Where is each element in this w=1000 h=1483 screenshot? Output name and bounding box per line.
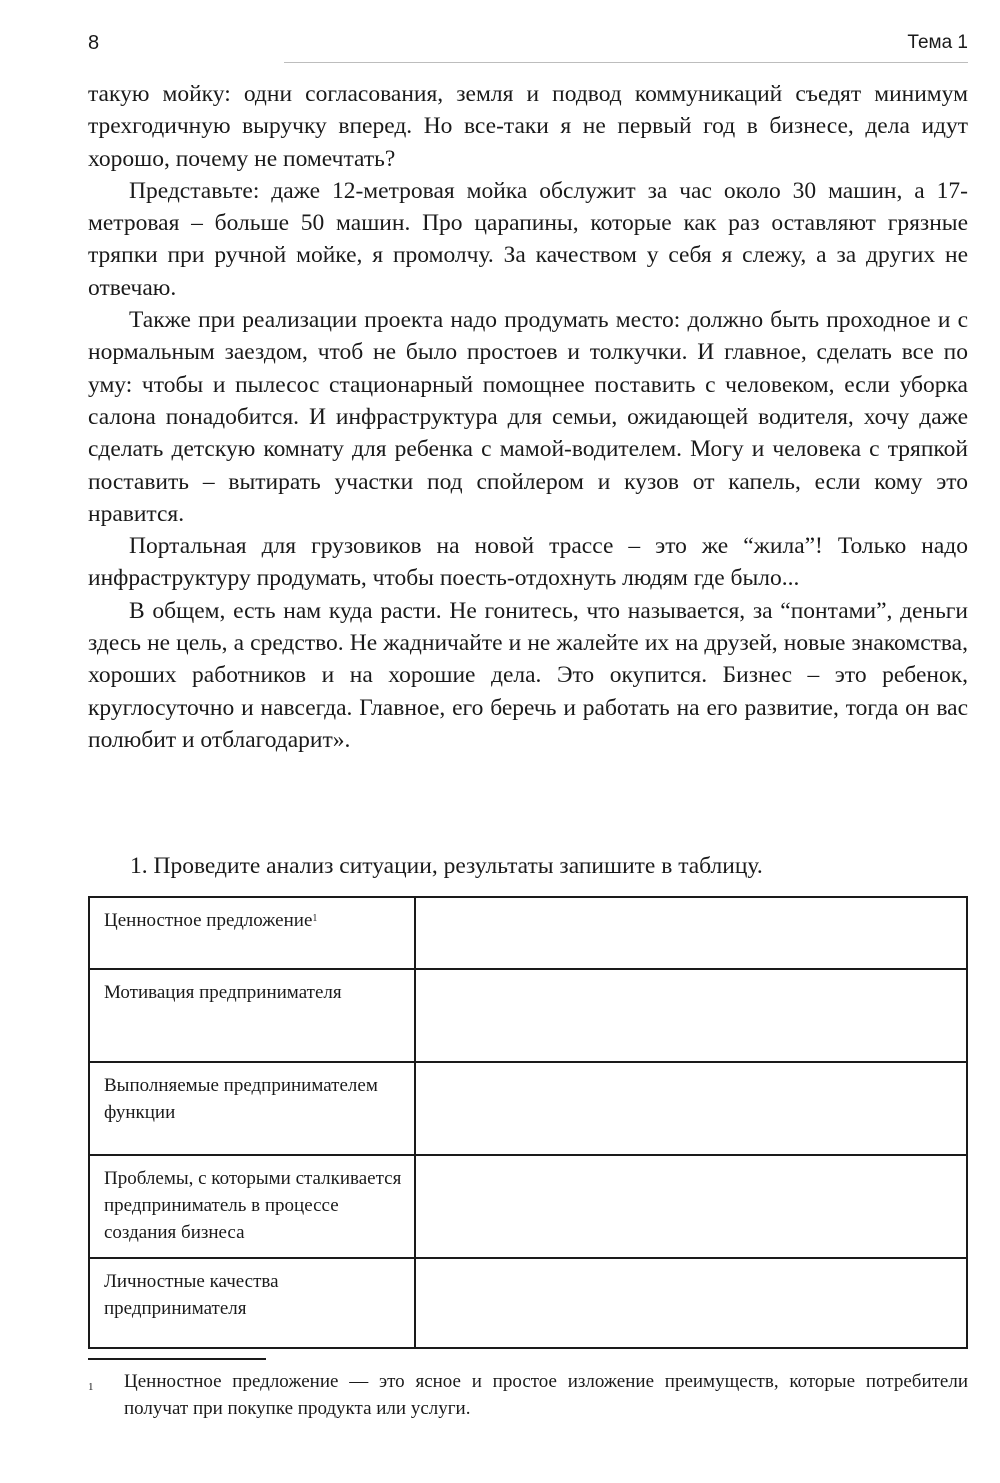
table-row — [89, 1258, 967, 1348]
paragraph: Представьте: даже 12-метровая мойка обслужит за час около 30 машин, а 17-метровая – больше 50 машин. Про царапины, которые как раз оставляют грязные тряпки при ручной мойке, я промолчу. За качеством у себя я слежу, а за других не отвечаю. — [88, 177, 968, 301]
body-text — [88, 78, 968, 756]
table-row — [89, 969, 967, 1062]
row-label-text: Ценностное предложение — [104, 910, 313, 931]
paragraph: Портальная для грузовиков на новой трассе – это же “жила”! Только надо инфраструктуру продумать, чтобы поесть-отдохнуть людям где было... — [88, 533, 968, 592]
footnote — [88, 1368, 968, 1422]
section-title: Тема 1 — [907, 32, 968, 53]
table-row — [89, 897, 967, 969]
answer-cell[interactable] — [415, 897, 967, 969]
header-divider — [284, 62, 968, 63]
paragraph: Также при реализации проекта надо продумать место: должно быть проходное и с нормальным заездом, чтоб не было простоев и толкучки. И главное, сделать все по уму: чтобы и пылесос стационарный помощнее поставить с человеком, если уборка салона понадобится. И инфраструктура для семьи, ожидающей водителя, хочу даже сделать детскую комнату для ребенка с мамой-водителем. Могу и человека с тряпкой поставить – вытирать участки под спойлером и кузов от капель, если кому это нравится. — [88, 307, 968, 527]
footnote-mark: 1 — [88, 1381, 94, 1393]
table-row — [89, 1062, 967, 1155]
row-label: Личностные качества предпринимателя — [89, 1258, 415, 1348]
paragraph: В общем, есть нам куда расти. Не гонитесь, что называется, за “понтами”, деньги здесь не цель, а средство. Не жадничайте и не жалейте их на друзей, новые знакомства, хороших работников и на хорошие дела. Это окупится. Бизнес – это ребенок, круглосуточно и навсегда. Главное, его беречь и работать на его развитие, тогда он вас полюбит и отблагодарит». — [88, 597, 968, 753]
footnote-ref: 1 — [312, 913, 318, 924]
table-row — [89, 1155, 967, 1258]
task-instruction: 1. Проведите анализ ситуации, результаты запишите в таблицу. — [130, 853, 763, 879]
page-header — [88, 30, 968, 64]
answer-cell[interactable] — [415, 1155, 967, 1258]
row-label — [89, 897, 415, 969]
paragraph: такую мойку: одни согласования, земля и подвод коммуникаций съедят минимум трехгодичную выручку вперед. Но все-таки я не первый год в бизнесе, дела идут хорошо, почему не помечтать? — [88, 81, 968, 172]
row-label: Проблемы, с которыми сталкивается предприниматель в процессе создания бизнеса — [89, 1155, 415, 1258]
answer-cell[interactable] — [415, 1062, 967, 1155]
footnote-text: Ценностное предложение — это ясное и простое изложение преимуществ, которые потребители получат при покупке продукта или услуги. — [124, 1371, 968, 1419]
footnote-divider — [88, 1358, 266, 1360]
analysis-table — [88, 896, 968, 1349]
row-label: Мотивация предпринимателя — [89, 969, 415, 1062]
answer-cell[interactable] — [415, 969, 967, 1062]
answer-cell[interactable] — [415, 1258, 967, 1348]
page-number: 8 — [88, 32, 100, 54]
row-label: Выполняемые предпринимателем функции — [89, 1062, 415, 1155]
